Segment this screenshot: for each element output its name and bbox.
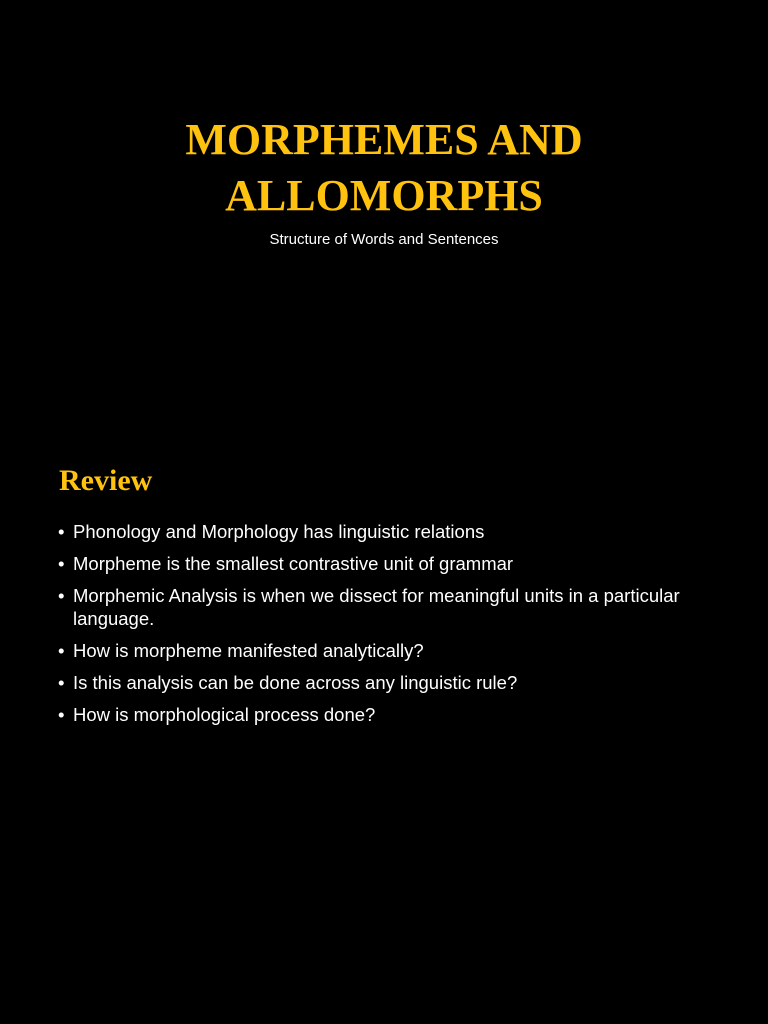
list-item: [58, 520, 698, 543]
review-heading: Review: [59, 464, 153, 497]
bullet-text: Phonology and Morphology has linguistic relations: [73, 521, 485, 542]
bullet-text: Morpheme is the smallest contrastive unit of grammar: [73, 553, 514, 574]
review-slide: [0, 420, 768, 1024]
bullet-list: [58, 520, 698, 735]
bullet-icon: •: [58, 672, 65, 693]
bullet-text: Is this analysis can be done across any linguistic rule?: [73, 672, 518, 693]
title-slide: [0, 0, 768, 420]
list-item: [58, 584, 698, 630]
list-item: [58, 671, 698, 694]
slide-title: [0, 112, 768, 224]
bullet-text: How is morpheme manifested analytically?: [73, 640, 424, 661]
slide-subtitle: Structure of Words and Sentences: [269, 231, 499, 248]
list-item: [58, 703, 698, 726]
bullet-icon: •: [58, 585, 65, 606]
list-item: [58, 552, 698, 575]
slide-title-line-1: MORPHEMES AND: [185, 115, 583, 164]
bullet-text: How is morphological process done?: [73, 704, 376, 725]
bullet-text: Morphemic Analysis is when we dissect for meaningful units in a particular language.: [73, 585, 680, 629]
list-item: [58, 639, 698, 662]
bullet-icon: •: [58, 521, 65, 542]
slide-title-line-2: ALLOMORPHS: [225, 171, 543, 220]
bullet-icon: •: [58, 640, 65, 661]
bullet-icon: •: [58, 704, 65, 725]
bullet-icon: •: [58, 553, 65, 574]
